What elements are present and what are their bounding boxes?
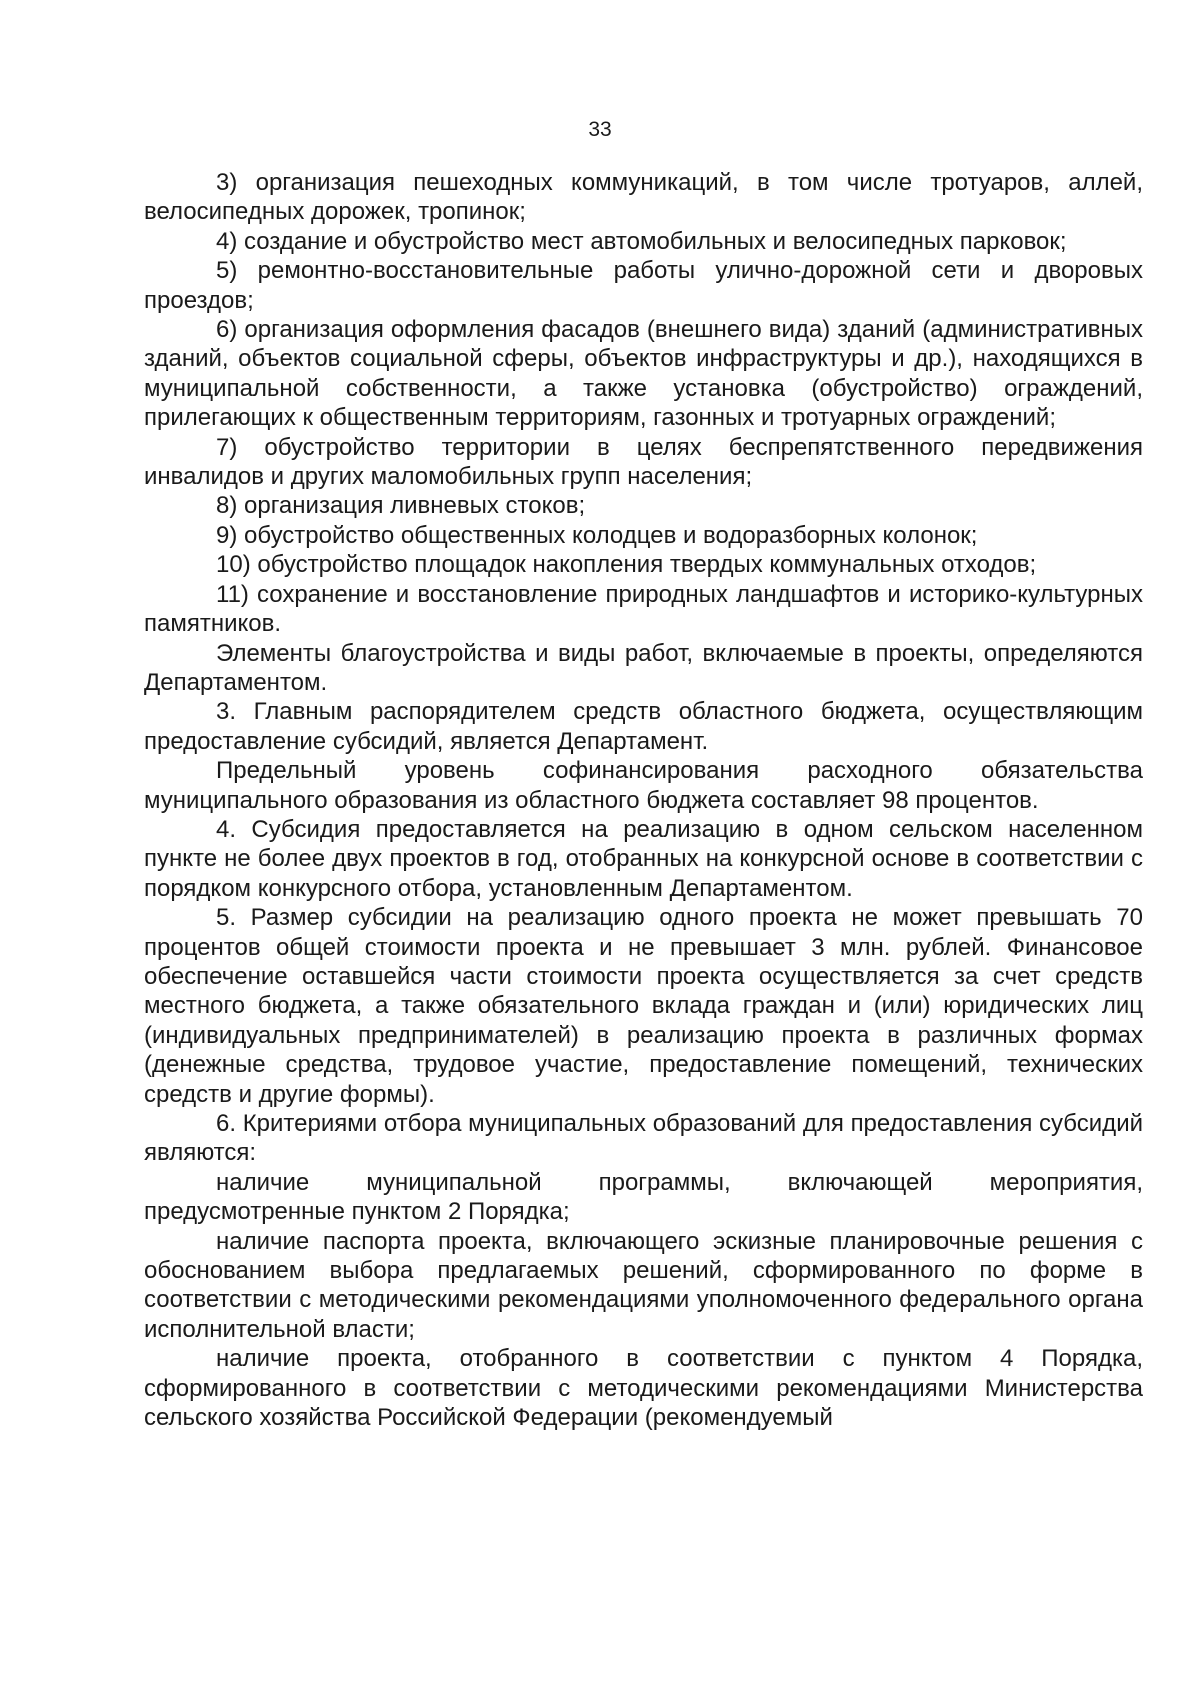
- page-number: 33: [588, 118, 612, 141]
- paragraph-criterion-program: наличие муниципальной программы, включающей мероприятия, предусмотренные пунктом 2 Порядка;: [144, 1168, 1143, 1226]
- paragraph-item-5: 5) ремонтно-восстановительные работы улично-дорожной сети и дворовых проездов;: [144, 257, 1143, 314]
- paragraph-item-9: 9) обустройство общественных колодцев и водоразборных колонок;: [216, 521, 978, 549]
- paragraph-item-10: 10) обустройство площадок накопления твердых коммунальных отходов;: [216, 551, 1037, 579]
- paragraph-elements-note: Элементы благоустройства и виды работ, включаемые в проекты, определяются Департаментом.: [144, 639, 1143, 696]
- paragraph-item-7: 7) обустройство территории в целях беспрепятственного передвижения инвалидов и других маломобильных групп населения;: [144, 433, 1143, 491]
- paragraph-item-11: 11) сохранение и восстановление природных ландшафтов и историко-культурных памятников.: [144, 580, 1143, 638]
- paragraph-item-6: 6) организация оформления фасадов (внешнего вида) зданий (административных зданий, объектов социальной сферы, объектов инфраструктуры и др.), находящихся в муниципальной собственности, а также установка (обустройство) ограждений, прилегающих к общественным территориям, газонных и тротуарных ограждений;: [144, 316, 1143, 432]
- paragraph-cofinancing-level: Предельный уровень софинансирования расходного обязательства муниципального образования из областного бюджета составляет 98 процентов.: [144, 757, 1143, 814]
- paragraph-section-6: 6. Критериями отбора муниципальных образований для предоставления субсидий являются:: [144, 1110, 1143, 1167]
- paragraph-item-3: 3) организация пешеходных коммуникаций, в том числе тротуаров, аллей, велосипедных дорожек, тропинок;: [144, 169, 1143, 226]
- paragraph-item-4: 4) создание и обустройство мест автомобильных и велосипедных парковок;: [216, 227, 1067, 255]
- document-body: [144, 168, 1143, 1432]
- paragraph-section-5: 5. Размер субсидии на реализацию одного проекта не может превышать 70 процентов общей стоимости проекта и не превышает 3 млн. рублей. Финансовое обеспечение оставшейся части стоимости проекта осуществляется за счет средств местного бюджета, а также обязательного вклада граждан и (или) юридических лиц (индивидуальных предпринимателей) в реализацию проекта в различных формах (денежные средства, трудовое участие, предоставление помещений, технических средств и другие формы).: [144, 904, 1143, 1108]
- paragraph-criterion-passport: наличие паспорта проекта, включающего эскизные планировочные решения с обоснованием выбора предлагаемых решений, сформированного по форме в соответствии с методическими рекомендациями уполномоченного федерального органа исполнительной власти;: [144, 1227, 1143, 1343]
- paragraph-criterion-project: наличие проекта, отобранного в соответствии с пунктом 4 Порядка, сформированного в соответствии с методическими рекомендациями Министерства сельского хозяйства Российской Федерации (рекомендуемый: [144, 1345, 1143, 1432]
- paragraph-item-8: 8) организация ливневых стоков;: [216, 492, 586, 520]
- paragraph-section-4: 4. Субсидия предоставляется на реализацию в одном сельском населенном пункте не более двух проектов в год, отобранных на конкурсной основе в соответствии с порядком конкурсного отбора, установленным Департаментом.: [144, 815, 1143, 902]
- paragraph-section-3: 3. Главным распорядителем средств областного бюджета, осуществляющим предоставление субсидий, является Департамент.: [144, 698, 1143, 755]
